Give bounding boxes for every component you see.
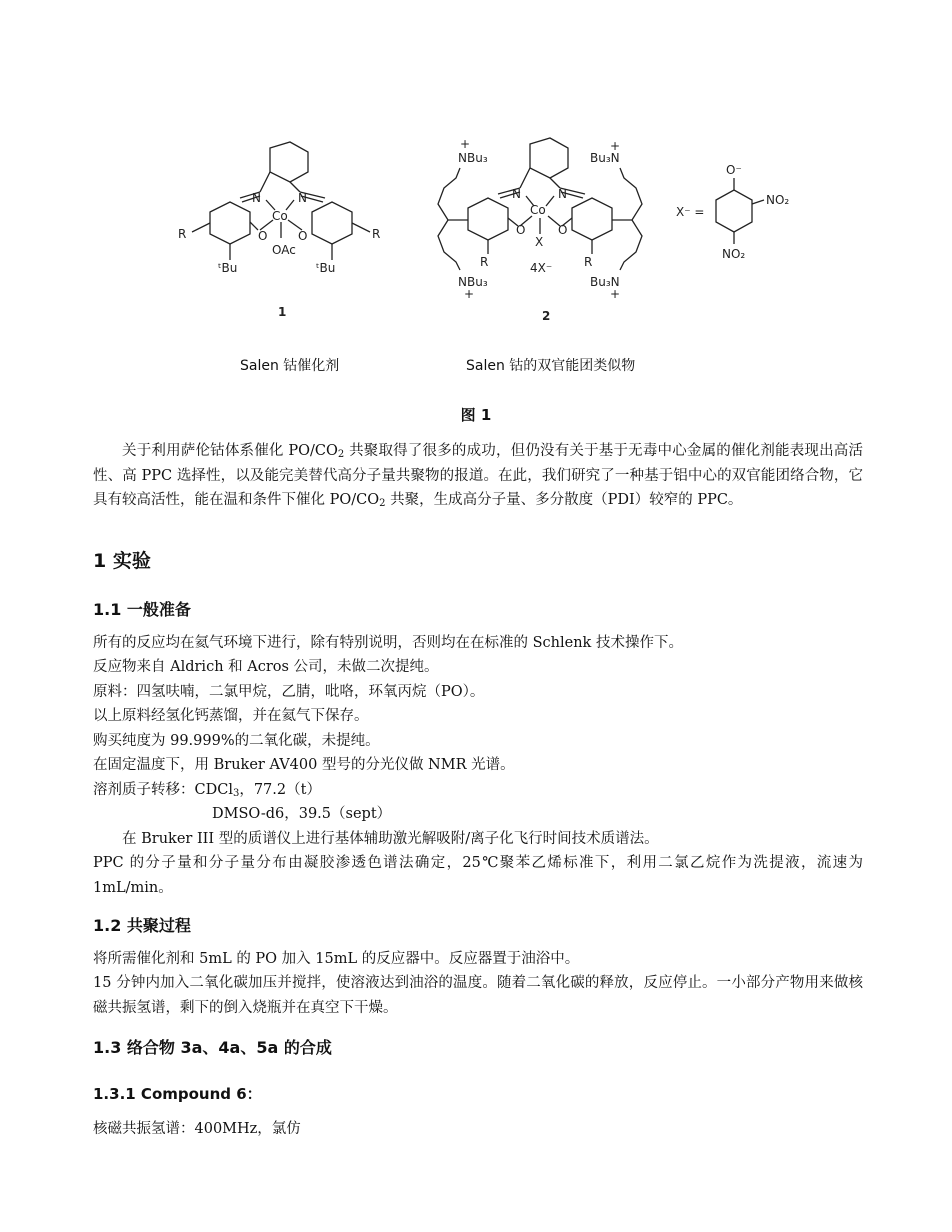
c2-r-right: R	[584, 255, 593, 269]
general-line-5: 购买纯度为 99.999%的二氧化碳，未提纯。	[93, 733, 380, 749]
c2-n-right: N	[558, 187, 567, 201]
nmr-line: 核磁共振氢谱：400MHz，氯仿	[93, 1121, 301, 1137]
c1-tbu-left: ᵗBu	[218, 261, 238, 275]
c2-x: X	[535, 235, 544, 249]
c1-r-left: R	[178, 227, 187, 241]
c2-bu3n-top-right: Bu₃N	[590, 151, 620, 165]
general-line-4: 以上原料经氢化钙蒸馏，并在氦气下保存。	[93, 708, 369, 724]
subsection-heading-synthesis: 1.3 络合物 3a、4a、5a 的合成	[93, 1038, 332, 1057]
general-line-2: 反应物来自 Aldrich 和 Acros 公司，未做二次提纯。	[93, 659, 439, 675]
c2-plus-1: +	[460, 137, 471, 151]
figure-label: 图 1	[460, 406, 492, 424]
c1-o-right: O	[298, 229, 308, 243]
c2-r-left: R	[480, 255, 489, 269]
solvent-line-1: 溶剂质子转移：CDCl$_3$，77.2（t）	[93, 782, 321, 799]
general-line-1: 所有的反应均在氦气环境下进行，除有特别说明，否则均在在标准的 Schlenk 技术操作下。	[93, 635, 683, 651]
c2-o-right: O	[558, 223, 568, 237]
figure-1	[160, 130, 800, 330]
c2-o-left: O	[516, 223, 526, 237]
gpc-paragraph: PPC 的分子量和分子量分布由凝胶渗透色谱法确定，25℃聚苯乙烯标准下，利用二氯乙烷作为洗提液，流速为 1mL/min。	[93, 855, 863, 896]
section-heading-experiment: 1 实验	[93, 550, 151, 572]
ms-line: 在 Bruker III 型的质谱仪上进行基体辅助激光解吸附/离子化飞行时间技术质谱法。	[122, 831, 659, 847]
general-line-3: 原料：四氢呋喃，二氯甲烷，乙腈，吡咯，环氧丙烷（PO）。	[93, 684, 485, 700]
c2-nbu3-bottom-left: NBu₃	[458, 275, 488, 289]
c1-oac: OAc	[272, 243, 296, 257]
c2-plus-3: +	[464, 287, 475, 301]
c2-plus-4: +	[610, 287, 621, 301]
anion-o: O⁻	[726, 163, 742, 177]
c1-n-right: N	[298, 191, 307, 205]
subsection-heading-copolymerization: 1.2 共聚过程	[93, 916, 191, 935]
c1-r-right: R	[372, 227, 381, 241]
anion-label: X⁻ =	[676, 205, 705, 219]
c2-co: Co	[530, 203, 546, 217]
compound-1-number: 1	[278, 305, 287, 319]
c2-nbu3-top-left: NBu₃	[458, 151, 488, 165]
copoly-line-1: 将所需催化剂和 5mL 的 PO 加入 15mL 的反应器中。反应器置于油浴中。	[93, 951, 580, 967]
anion-no2-top: NO₂	[766, 193, 790, 207]
c1-tbu-right: ᵗBu	[316, 261, 336, 275]
anion-structure	[716, 178, 764, 244]
figure-caption-right: Salen 钴的双官能团类似物	[466, 358, 636, 374]
copoly-paragraph-2: 15 分钟内加入二氧化碳加压并搅拌，使溶液达到油浴的温度。随着二氧化碳的释放，反应停止。一小部分产物用来做核磁共振氢谱，剩下的倒入烧瓶并在真空下干燥。	[93, 975, 863, 1016]
c2-n-left: N	[512, 187, 521, 201]
figure-caption-left: Salen 钴催化剂	[240, 358, 340, 374]
compound-2-number: 2	[542, 309, 551, 323]
solvent-line-2: DMSO-d6，39.5（sept）	[212, 806, 392, 822]
anion-no2-bottom: NO₂	[722, 247, 746, 261]
c1-o-left: O	[258, 229, 268, 243]
c2-plus-2: +	[610, 139, 621, 153]
c2-bu3n-bottom-right: Bu₃N	[590, 275, 620, 289]
general-line-6: 在固定温度下，用 Bruker AV400 型号的分光仪做 NMR 光谱。	[93, 757, 515, 773]
c1-n-left: N	[252, 191, 261, 205]
subsection-heading-general: 1.1 一般准备	[93, 600, 191, 619]
subsubsection-heading-compound6: 1.3.1 Compound 6：	[93, 1085, 262, 1103]
chemical-structures	[160, 130, 800, 330]
c2-counterions: 4X⁻	[530, 261, 553, 275]
c1-co: Co	[272, 209, 288, 223]
intro-paragraph: 关于利用萨伦钴体系催化 $PO/CO_2$ 共聚取得了很多的成功，但仍没有关于基于无毒中心金属的催化剂能表现出高活性、高 PPC 选择性，以及能完美替代高分子量共聚物的报道。在此，我们研究了一种基于铝中心的双官能团络合物，它具有较高活性，能在温和条件下催化 $PO/CO_2$ 共聚，生成高分子量、多分散度（PDI）较窄的 PPC。	[93, 443, 863, 509]
